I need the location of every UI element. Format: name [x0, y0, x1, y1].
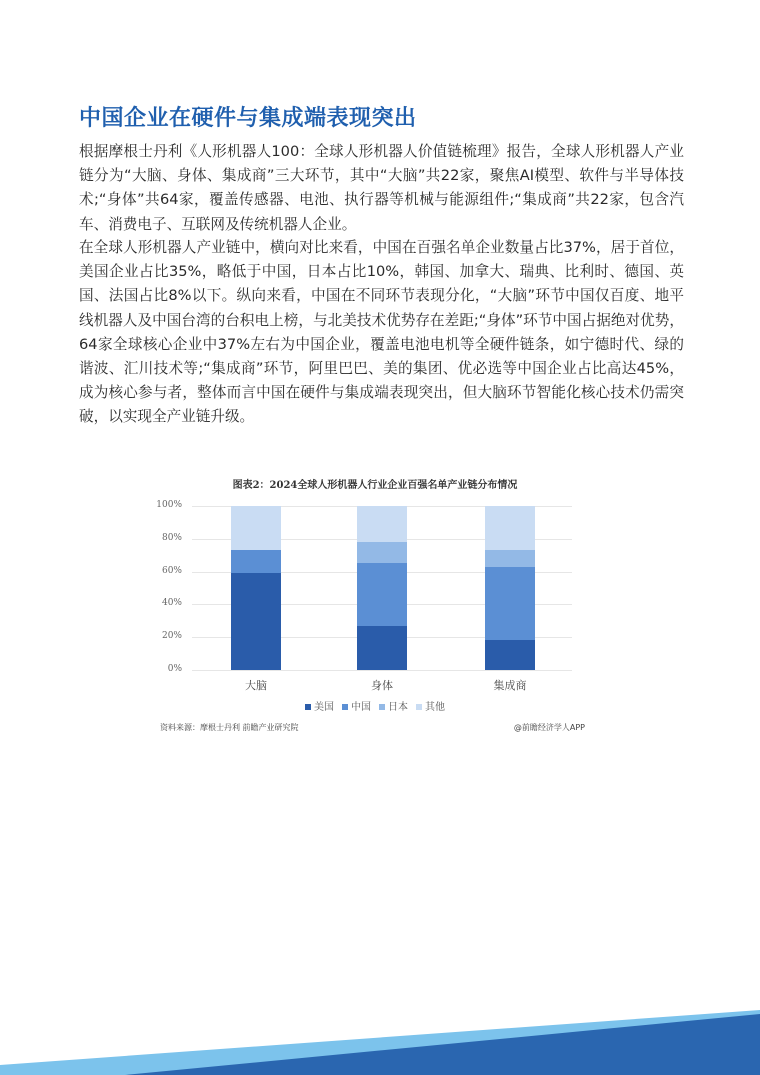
x-tick-label: 集成商 — [493, 679, 527, 692]
bar-segment — [231, 506, 281, 550]
y-tick-label: 100% — [156, 500, 182, 510]
legend-item — [305, 698, 334, 713]
bar-segment — [485, 550, 535, 566]
bar-segment — [357, 626, 407, 670]
gridline — [192, 670, 572, 671]
bar-segment — [357, 542, 407, 563]
bar-segment — [485, 506, 535, 550]
y-tick-label: 80% — [161, 532, 182, 543]
y-tick-label: 60% — [161, 565, 182, 576]
paragraph-value-chain: 根据摩根士丹利《人形机器人100：全球人形机器人价值链梳理》报告，全球人形机器人产业链分为“大脑、身体、集成商”三大环节，其中“大脑”共22家，聚焦AI模型、软件与半导体技术;“身体”共64家，覆盖传感器、电池、执行器等机械与能源组件;“集成商”共22家，包含汽车、消费电子、互联网及传统机器人企业。 — [79, 143, 684, 233]
chart-credit: @前瞻经济学人APP — [513, 723, 585, 732]
bar-segment — [485, 640, 535, 670]
bar-segment — [231, 550, 281, 573]
chart-source: 资料来源：摩根士丹利 前瞻产业研究院 — [160, 723, 299, 732]
bar-0 — [231, 506, 281, 670]
legend-item — [379, 698, 408, 713]
legend-label: 日本 — [388, 702, 408, 713]
legend-label: 美国 — [314, 702, 334, 713]
bar-segment — [485, 567, 535, 641]
y-tick-label: 40% — [161, 598, 182, 609]
legend-swatch-icon — [305, 704, 311, 710]
chart-title: 图表2：2024全球人形机器人行业企业百强名单产业链分布情况 — [232, 480, 518, 491]
legend-swatch-icon — [342, 704, 348, 710]
legend-swatch-icon — [416, 704, 422, 710]
legend-item — [342, 698, 371, 713]
x-tick-label: 大脑 — [245, 679, 267, 692]
chart-legend — [150, 698, 600, 713]
bar-segment — [231, 573, 281, 670]
bar-segment — [357, 506, 407, 542]
legend-label: 中国 — [351, 702, 371, 713]
legend-item — [416, 698, 445, 713]
y-tick-label: 20% — [161, 631, 182, 642]
section-heading: 中国企业在硬件与集成端表现突出 — [79, 106, 417, 131]
bar-segment — [357, 563, 407, 625]
bar-2 — [485, 506, 535, 670]
stacked-bar-chart — [150, 470, 600, 740]
bar-1 — [357, 506, 407, 670]
paragraph-analysis: 在全球人形机器人产业链中，横向对比来看，中国在百强名单企业数量占比37%，居于首位，美国企业占比35%，略低于中国，日本占比10%，韩国、加拿大、瑞典、比利时、德国、英国、法国占比8%以下。纵向来看，中国在不同环节表现分化，“大脑”环节中国仅百度、地平线机器人及中国台湾的台积电上榜，与北美技术优势存在差距;“身体”环节中国占据绝对优势，64家全球核心企业中37%左右为中国企业，覆盖电池电机等全硬件链条，如宁德时代、绿的谐波、汇川技术等;“集成商”环节，阿里巴巴、美的集团、优必选等中国企业占比高达45%，成为核心参与者，整体而言中国在硬件与集成端表现突出，但大脑环节智能化核心技术仍需突破，以实现全产业链升级。 — [79, 239, 684, 426]
legend-swatch-icon — [379, 704, 385, 710]
y-tick-label: 0% — [167, 664, 182, 674]
legend-label: 其他 — [425, 702, 445, 713]
x-tick-label: 身体 — [371, 679, 393, 692]
